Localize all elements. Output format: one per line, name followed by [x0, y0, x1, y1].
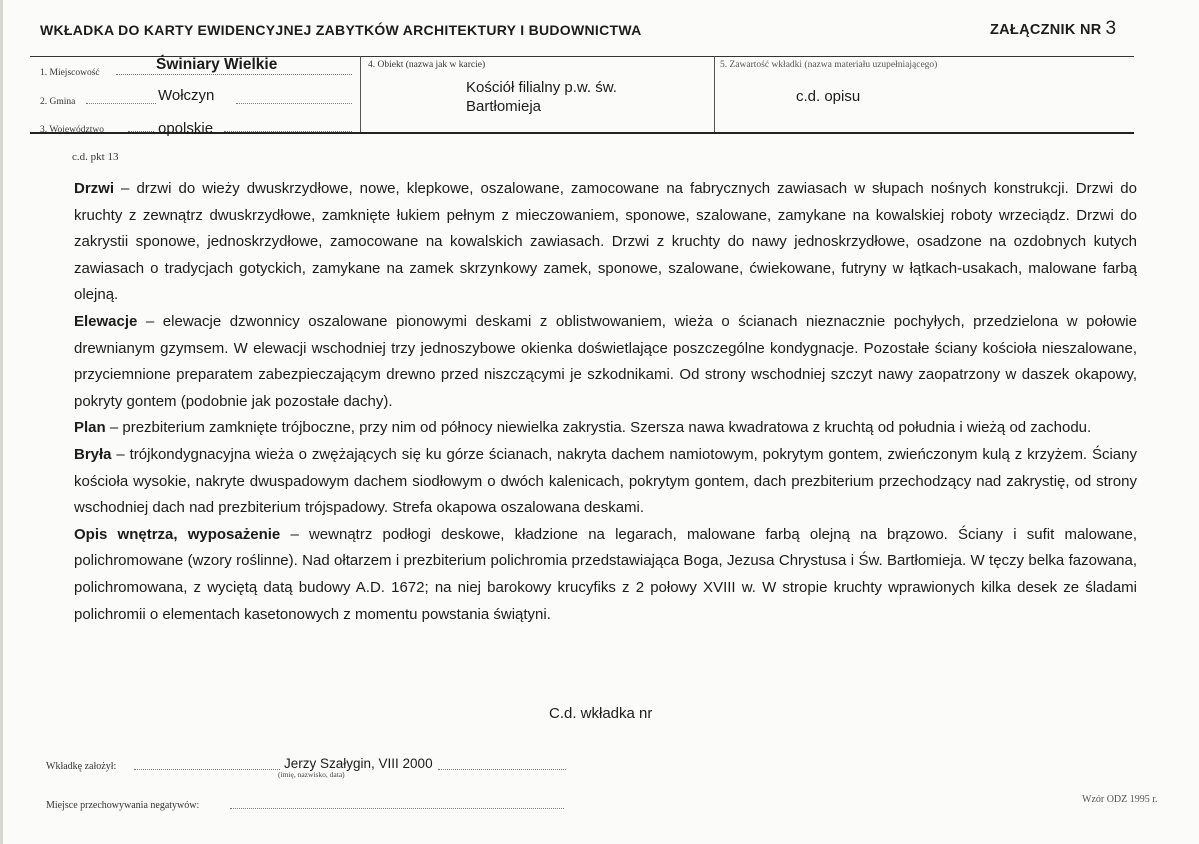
- continuation-note: C.d. wkładka nr: [549, 705, 653, 722]
- annex-number: 3: [1105, 18, 1117, 39]
- dotted-line: [236, 103, 352, 104]
- paragraph-heading: Bryła: [74, 445, 112, 463]
- negatives-row: [46, 795, 566, 813]
- dotted-line: [134, 769, 280, 770]
- dotted-line: [224, 131, 352, 132]
- dotted-line: [438, 769, 566, 770]
- object-value-line: Bartłomieja: [466, 98, 542, 115]
- content-value: c.d. opisu: [796, 88, 861, 105]
- page-edge: [0, 0, 3, 844]
- paragraph-plan: [74, 415, 1137, 442]
- field-label: 3. Województwo: [40, 125, 104, 135]
- field-value: Świniary Wielkie: [156, 56, 278, 73]
- dotted-line: [230, 808, 564, 809]
- column-divider: [360, 56, 361, 132]
- paragraph-doors: [74, 176, 1137, 309]
- form-title: WKŁADKA DO KARTY EWIDENCYJNEJ ZABYTKÓW ARCHITEKTURY I BUDOWNICTWA: [40, 22, 642, 38]
- object-value-line: Kościół filialny p.w. św.: [466, 79, 617, 96]
- section-reference: c.d. pkt 13: [72, 151, 119, 163]
- object-label: 4. Obiekt (nazwa jak w karcie): [368, 60, 486, 70]
- annex-label-text: ZAŁĄCZNIK NR: [990, 22, 1102, 38]
- paragraph-text: – wewnątrz podłogi deskowe, kładzione na legarach, malowane farbą olejną na brązowo. Ściany i sufit malowane, polichromowane (wzory roślinne). Nad ołtarzem i prezbiterium polichromia przedstawiająca Boga, Jezusa Chrystusa i Św. Bartłomieja. W tęczy belka fazowana, polichromowana, z wyciętą datą budowy A.D. 1672; na niej barokowy krucyfiks z 2 połowy XVIII w. W stropie kruchty wprawionych kilka desek ze śladami polichromii o elementach kasetonowych z momentu powstania świątyni.: [74, 525, 1137, 623]
- dotted-line: [128, 131, 154, 132]
- object-value: [466, 78, 706, 116]
- paragraph-heading: Drzwi: [74, 180, 115, 197]
- paragraph-elevations: [74, 309, 1137, 415]
- column-divider: [714, 56, 715, 132]
- paragraph-text: – elewacje dzwonnicy oszalowane pionowymi deskami z oblistwowaniem, wieża o ścianach nieznacznie pochyłych, przedzielona w połowie drewnianym gzymsem. W elewacji wschodniej trzy jednoszybowe okienka doświetlające poszczególne kondygnacje. Pozostałe ściany kościoła nieszalowane, przyciemnione preparatem zabezpieczającym drewno przed niszczącymi je szkodnikami. Od strony wschodniej szczyt nawy zaopatrzony w daszek okapowy, pokryty gontem (podobnie jak pozostałe dachy).: [74, 312, 1137, 410]
- field-value: Wołczyn: [158, 87, 215, 104]
- paragraph-heading: Elewacje: [74, 312, 138, 330]
- field-miejscowosc: [40, 56, 352, 78]
- annex-label: [990, 18, 1116, 40]
- paragraph-text: – prezbiterium zamknięte trójboczne, przy nim od północy niewielka zakrystia. Szersza nawa kwadratowa z kruchtą od południa i wieżą od zachodu.: [105, 419, 1092, 437]
- content-label: 5. Zawartość wkładki (nazwa materiału uzupełniającego): [720, 60, 938, 70]
- paragraph-text: – drzwi do wieży dwuskrzydłowe, nowe, klepkowe, oszalowane, zamocowane na fabrycznych zawiasach w słupach nośnych konstrukcji. Drzwi do kruchty z zewnątrz dwuskrzydłowe, zamknięte łukiem pełnym z mieczowaniem, sponowe, szalowane, zamykane na kowalskiej roboty wrzeciądz. Drzwi do zakrystii sponowe, jednoskrzydłowe, zamocowane na kowalskich zawiasach. Drzwi z kruchty do nawy jednoskrzydłowe, osadzone na ozdobnych kutych zawiasach o tradycjach gotyckich, zamykane na zamek skrzynkowy zamek, sponowe, szalowane, ćwiekowane, futryny w łątkach-usakach, malowane farbą olejną.: [74, 180, 1137, 304]
- paragraph-interior: [74, 522, 1137, 628]
- author-label: Wkładkę założył:: [46, 761, 117, 772]
- field-label: 1. Miejscowość: [40, 68, 100, 78]
- negatives-label: Miejsce przechowywania negatywów:: [46, 800, 200, 811]
- dotted-line: [86, 103, 156, 104]
- field-label: 2. Gmina: [40, 97, 76, 107]
- field-wojewodztwo: [40, 117, 352, 135]
- author-hint: (imię, nazwisko, data): [278, 770, 345, 779]
- paragraph-text: – trójkondygnacyjna wieża o zwężających się ku górze ścianach, nakryta dachem namiotowym, pokrytym gontem, zwieńczonym kulą z krzyżem. Ściany kościoła wysokie, nakryte dwuspadowym dachem siodłowym o dwóch kalenicach, pokrytym gontem, dach prezbiterium przechodzący nad zakrystię, od strony wschodniej dach nad prezbiterium trójspadowy. Strefa okapowa oszalowana deskami.: [74, 445, 1137, 517]
- paragraph-heading: Opis wnętrza, wyposażenie: [74, 525, 281, 543]
- description-body: [74, 176, 1137, 628]
- dotted-line: [116, 74, 352, 75]
- form-model: Wzór ODZ 1995 r.: [1082, 794, 1158, 805]
- field-value: opolskie: [158, 120, 214, 137]
- field-gmina: [40, 89, 352, 107]
- paragraph-heading: Plan: [74, 419, 106, 437]
- author-value: Jerzy Szałygin, VIII 2000: [284, 756, 433, 771]
- paragraph-massing: [74, 442, 1137, 522]
- author-row: [46, 756, 566, 779]
